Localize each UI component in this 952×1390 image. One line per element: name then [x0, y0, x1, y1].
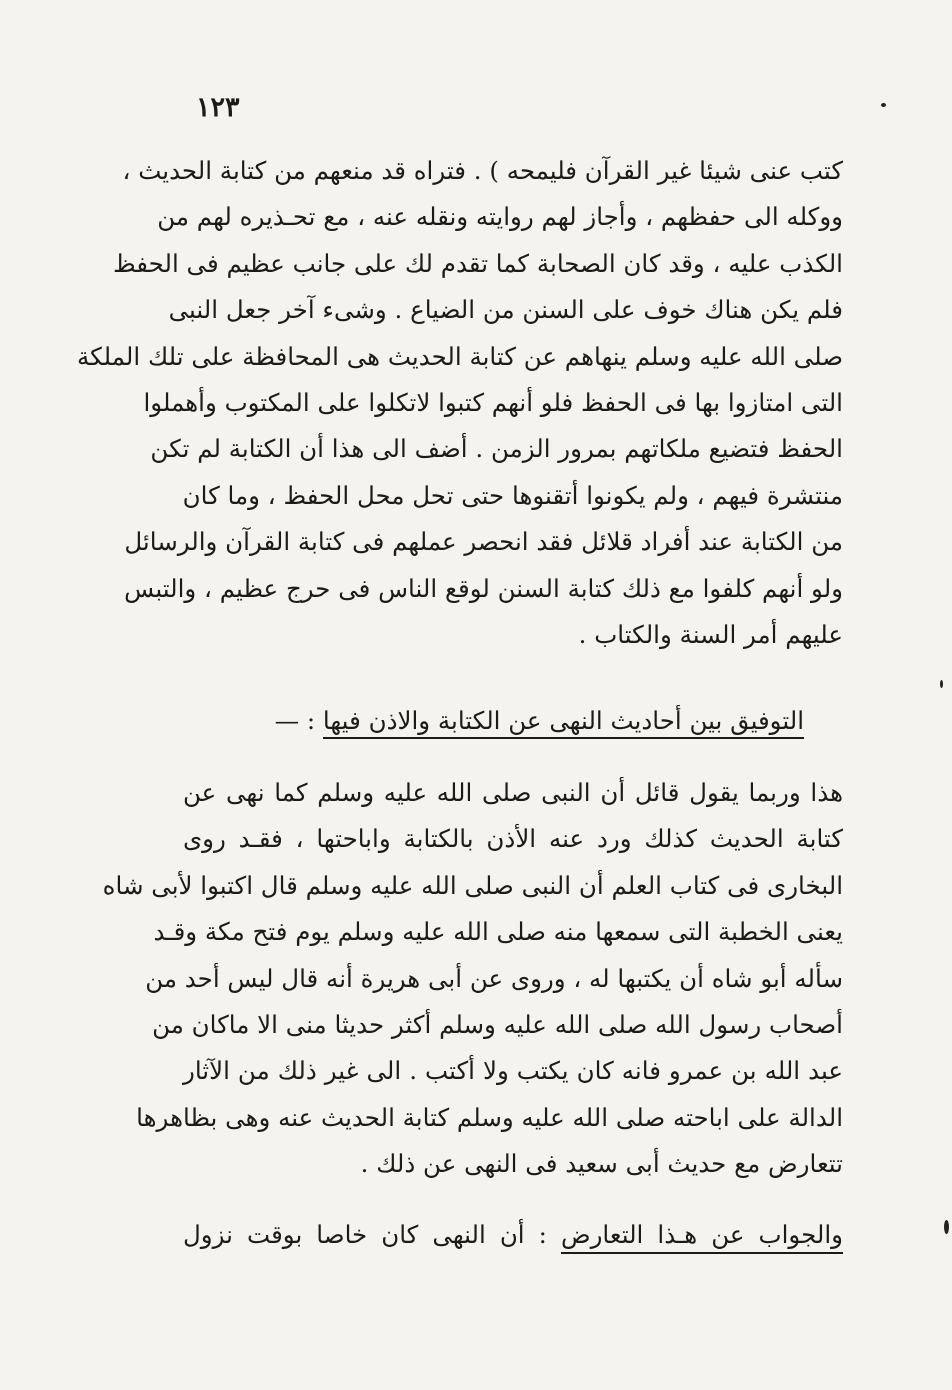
text-line: أصحاب رسول الله صلى الله عليه وسلم أكثر حديثا منى الا ماكان من	[152, 1009, 843, 1039]
section-heading	[275, 698, 804, 744]
text-line: عبد الله بن عمرو فانه كان يكتب ولا أكتب . الى غير ذلك من الآثار	[183, 1056, 843, 1086]
text-line: كتب عنى شيئا غير القرآن فليمحه ) . فتراه قد منعهم من كتابة الحديث ،	[122, 156, 843, 185]
text-line: الكذب عليه ، وقد كان الصحابة كما تقدم لك على جانب عظيم فى الحفظ	[113, 248, 843, 278]
text-line: سأله أبو شاه أن يكتبها له ، وروى عن أبى هريرة أنه قال ليس أحد من	[145, 963, 843, 993]
page-number: ١٢٣	[196, 92, 240, 123]
text-line: منتشرة فيهم ، ولم يكونوا أتقنوها حتى تحل محل الحفظ ، وما كان	[182, 480, 843, 510]
closing-rest: : أن النهى كان خاصا بوقت نزول	[183, 1220, 561, 1249]
text-line: التى امتازوا بها فى الحفظ فلو أنهم كتبوا لاتكلوا على المكتوب وأهملوا	[143, 387, 843, 417]
scan-speck	[881, 103, 886, 107]
text-line: البخارى فى كتاب العلم أن النبى صلى الله عليه وسلم قال اكتبوا لأبى شاه	[102, 870, 843, 900]
text-line: هذا وربما يقول قائل أن النبى صلى الله عليه وسلم كما نهى عن	[183, 778, 843, 807]
section-heading-suffix: : —	[274, 706, 323, 735]
text-line: فلم يكن هناك خوف على السنن من الضياع . وشىء آخر جعل النبى	[168, 295, 843, 325]
text-line: كتابة الحديث كذلك ورد عنه الأذن بالكتابة واباحتها ، فقـد روى	[183, 824, 843, 854]
paragraph-1	[76, 148, 843, 658]
text-line: من الكتابة عند أفراد قلائل فقد انحصر عملهم فى كتابة القرآن والرسائل	[124, 527, 843, 557]
scan-speck	[940, 680, 943, 688]
text-line: الحفظ فتضيع ملكاتهم بمرور الزمن . أضف الى هذا أن الكتابة لم تكن	[150, 434, 843, 464]
scan-speck	[944, 1220, 949, 1234]
text-line: الدالة على اباحته صلى الله عليه وسلم كتابة الحديث عنه وهى بظاهرها	[136, 1102, 843, 1132]
text-line: ولو أنهم كلفوا مع ذلك كتابة السنن لوقع الناس فى حرج عظيم ، والتبس	[124, 573, 843, 603]
text-line: تتعارض مع حديث أبى سعيد فى النهى عن ذلك .	[360, 1149, 843, 1179]
text-line: عليهم أمر السنة والكتاب .	[578, 619, 843, 649]
text-line: ووكله الى حفظهم ، وأجاز لهم روايته ونقله عنه ، مع تحـذيره لهم من	[157, 202, 843, 232]
closing-line	[183, 1212, 843, 1258]
closing-underlined-phrase: والجواب عن هـذا التعارض	[561, 1220, 843, 1254]
paragraph-2	[102, 770, 843, 1188]
text-line: صلى الله عليه وسلم ينهاهم عن كتابة الحديث هى المحافظة على تلك الملكة	[76, 341, 843, 371]
text-line: يعنى الخطبة التى سمعها منه صلى الله عليه وسلم يوم فتح مكة وقـد	[153, 917, 843, 947]
section-heading-title: التوفيق بين أحاديث النهى عن الكتابة والاذن فيها	[323, 706, 804, 739]
